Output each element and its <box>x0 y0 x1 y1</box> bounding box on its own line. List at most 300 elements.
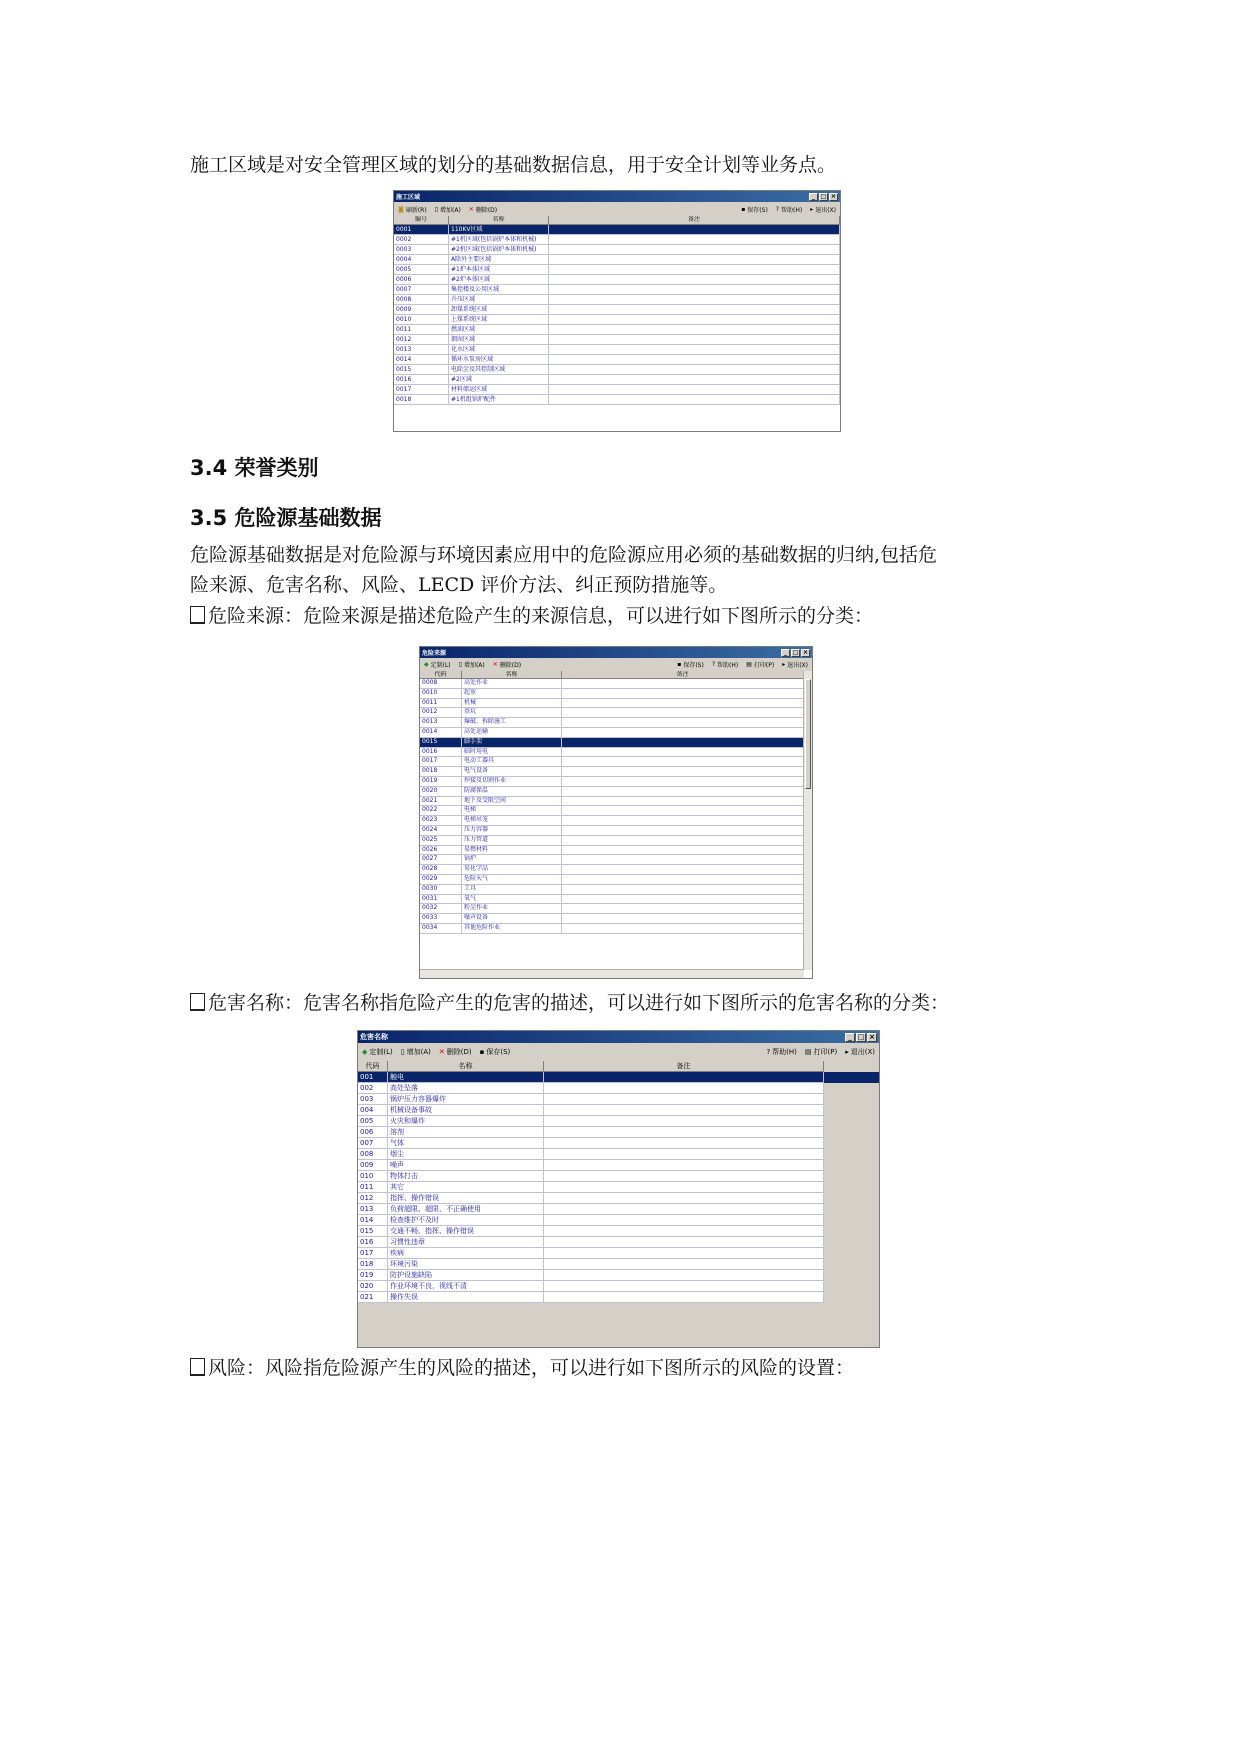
table-row[interactable] <box>420 708 804 718</box>
customize-button[interactable]: ◆ 定制(L) <box>362 1048 393 1056</box>
delete-button[interactable]: ✕ 删除(D) <box>468 205 498 214</box>
name-cell[interactable]: 高处作业 <box>462 679 562 688</box>
name-cell[interactable]: 升压区域 <box>449 295 549 304</box>
table-row[interactable] <box>420 885 804 895</box>
remark-cell[interactable] <box>562 806 804 815</box>
name-cell[interactable]: 化水区域 <box>449 345 549 354</box>
code-cell[interactable]: 0016 <box>420 748 462 757</box>
table-row[interactable] <box>420 787 804 797</box>
remark-cell[interactable] <box>544 1116 824 1126</box>
maximize-button[interactable]: □ <box>857 1033 865 1041</box>
remark-cell[interactable] <box>544 1281 824 1291</box>
name-cell[interactable]: 压力管道 <box>462 836 562 845</box>
minimize-button[interactable]: _ <box>781 649 790 657</box>
code-cell[interactable]: 0007 <box>394 285 449 294</box>
remark-cell[interactable] <box>562 689 804 698</box>
table-row[interactable] <box>358 1270 824 1281</box>
code-cell[interactable]: 0013 <box>394 345 449 354</box>
table-row[interactable] <box>420 699 804 709</box>
remark-cell[interactable] <box>549 225 840 234</box>
table-row[interactable] <box>358 1094 824 1105</box>
table-row[interactable] <box>394 325 840 335</box>
refresh-button[interactable]: ◙ 刷新(R) <box>398 205 427 214</box>
remark-cell[interactable] <box>549 235 840 244</box>
name-cell[interactable]: 电梯 <box>462 806 562 815</box>
remark-cell[interactable] <box>549 275 840 284</box>
save-button[interactable]: ▪ 保存(S) <box>677 661 704 669</box>
table-row[interactable] <box>394 225 840 235</box>
remark-cell[interactable] <box>544 1171 824 1181</box>
exit-button[interactable]: ▸ 退出(X) <box>845 1048 875 1056</box>
table-row[interactable] <box>420 855 804 865</box>
code-cell[interactable]: 0016 <box>394 375 449 384</box>
code-cell[interactable]: 0010 <box>394 315 449 324</box>
code-cell[interactable]: 0005 <box>394 265 449 274</box>
name-cell[interactable]: 噪声 <box>388 1160 544 1170</box>
name-cell[interactable]: 交通不畅，指挥、操作错误 <box>388 1226 544 1236</box>
name-cell[interactable]: 氧气 <box>462 895 562 904</box>
code-cell[interactable]: 002 <box>358 1083 388 1093</box>
remark-cell[interactable] <box>544 1149 824 1159</box>
table-row[interactable] <box>420 816 804 826</box>
table-row[interactable] <box>358 1083 824 1094</box>
name-cell[interactable]: 锅炉 <box>462 855 562 864</box>
name-cell[interactable]: 起重 <box>462 689 562 698</box>
code-cell[interactable]: 0002 <box>394 235 449 244</box>
column-header[interactable]: 名称 <box>388 1061 544 1071</box>
remark-cell[interactable] <box>544 1160 824 1170</box>
name-cell[interactable]: 电梯吊笼 <box>462 816 562 825</box>
name-cell[interactable]: #2区域 <box>449 375 549 384</box>
maximize-button[interactable]: □ <box>792 649 799 656</box>
code-cell[interactable]: 0009 <box>394 305 449 314</box>
name-cell[interactable]: 压力容器 <box>462 826 562 835</box>
code-cell[interactable]: 0023 <box>420 816 462 825</box>
table-row[interactable] <box>420 836 804 846</box>
remark-cell[interactable] <box>544 1270 824 1280</box>
table-row[interactable] <box>394 365 840 375</box>
column-header[interactable]: 代码 <box>358 1061 388 1071</box>
remark-cell[interactable] <box>562 738 804 747</box>
remark-cell[interactable] <box>562 924 804 933</box>
name-cell[interactable]: 其他危险作业 <box>462 924 562 933</box>
maximize-button[interactable]: □ <box>820 193 827 200</box>
table-row[interactable] <box>358 1237 824 1248</box>
help-button[interactable]: ? 帮助(H) <box>711 661 739 669</box>
code-cell[interactable]: 003 <box>358 1094 388 1104</box>
column-header[interactable]: 备注 <box>544 1061 824 1071</box>
code-cell[interactable]: 006 <box>358 1127 388 1137</box>
name-cell[interactable]: 习惯性违章 <box>388 1237 544 1247</box>
name-cell[interactable]: 脚手架 <box>462 738 562 747</box>
name-cell[interactable]: 气体 <box>388 1138 544 1148</box>
table-row[interactable] <box>358 1171 824 1182</box>
table-row[interactable] <box>420 748 804 758</box>
table-row[interactable] <box>420 777 804 787</box>
table-row[interactable] <box>420 797 804 807</box>
table-row[interactable] <box>420 728 804 738</box>
name-cell[interactable]: 操作失误 <box>388 1292 544 1302</box>
code-cell[interactable]: 0026 <box>420 846 462 855</box>
remark-cell[interactable] <box>544 1215 824 1225</box>
remark-cell[interactable] <box>549 315 840 324</box>
code-cell[interactable]: 0031 <box>420 895 462 904</box>
remark-cell[interactable] <box>549 325 840 334</box>
table-row[interactable] <box>394 345 840 355</box>
column-header[interactable]: 名称 <box>449 216 549 224</box>
table-row[interactable] <box>358 1138 824 1149</box>
remark-cell[interactable] <box>562 728 804 737</box>
remark-cell[interactable] <box>562 895 804 904</box>
table-row[interactable] <box>394 235 840 245</box>
code-cell[interactable]: 020 <box>358 1281 388 1291</box>
name-cell[interactable]: #1机组锅炉配件 <box>449 395 549 404</box>
code-cell[interactable]: 0008 <box>420 679 462 688</box>
remark-cell[interactable] <box>544 1248 824 1258</box>
table-row[interactable] <box>358 1182 824 1193</box>
code-cell[interactable]: 0014 <box>420 728 462 737</box>
save-button[interactable]: ▪ 保存(S) <box>741 205 768 214</box>
remark-cell[interactable] <box>544 1094 824 1104</box>
code-cell[interactable]: 005 <box>358 1116 388 1126</box>
table-row[interactable] <box>358 1248 824 1259</box>
table-row[interactable] <box>394 255 840 265</box>
name-cell[interactable]: 检查维护不及时 <box>388 1215 544 1225</box>
print-button[interactable]: ▤ 打印(P) <box>746 661 775 669</box>
table-row[interactable] <box>420 689 804 699</box>
code-cell[interactable]: 0001 <box>394 225 449 234</box>
table-row[interactable] <box>420 846 804 856</box>
name-cell[interactable]: 其它 <box>388 1182 544 1192</box>
name-cell[interactable]: 锅炉压力容器爆炸 <box>388 1094 544 1104</box>
name-cell[interactable]: 电气设备 <box>462 767 562 776</box>
remark-cell[interactable] <box>562 846 804 855</box>
delete-button[interactable]: ✕ 删除(D) <box>438 1048 472 1056</box>
code-cell[interactable]: 0008 <box>394 295 449 304</box>
table-row[interactable] <box>358 1127 824 1138</box>
code-cell[interactable]: 016 <box>358 1237 388 1247</box>
print-button[interactable]: ▤ 打印(P) <box>804 1048 838 1056</box>
horizontal-scrollbar[interactable] <box>420 969 804 978</box>
code-cell[interactable]: 0030 <box>420 885 462 894</box>
code-cell[interactable]: 0028 <box>420 865 462 874</box>
code-cell[interactable]: 0006 <box>394 275 449 284</box>
code-cell[interactable]: 009 <box>358 1160 388 1170</box>
minimize-button[interactable]: _ <box>845 1033 855 1042</box>
remark-cell[interactable] <box>544 1072 824 1082</box>
code-cell[interactable]: 0013 <box>420 718 462 727</box>
name-cell[interactable]: 爆破、拆除施工 <box>462 718 562 727</box>
help-button[interactable]: ? 帮助(H) <box>775 205 803 214</box>
table-row[interactable] <box>394 355 840 365</box>
help-button[interactable]: ? 帮助(H) <box>766 1048 797 1056</box>
remark-cell[interactable] <box>544 1292 824 1302</box>
table-row[interactable] <box>358 1160 824 1171</box>
table-row[interactable] <box>420 767 804 777</box>
name-cell[interactable]: 燃油区域 <box>449 325 549 334</box>
remark-cell[interactable] <box>562 836 804 845</box>
remark-cell[interactable] <box>544 1204 824 1214</box>
table-row[interactable] <box>358 1105 824 1116</box>
code-cell[interactable]: 0017 <box>394 385 449 394</box>
name-cell[interactable]: 危险天气 <box>462 875 562 884</box>
remark-cell[interactable] <box>562 708 804 717</box>
name-cell[interactable]: 触电 <box>388 1072 544 1082</box>
remark-cell[interactable] <box>544 1182 824 1192</box>
name-cell[interactable]: 基坑 <box>462 708 562 717</box>
column-header[interactable]: 备注 <box>549 216 840 224</box>
name-cell[interactable]: 溶剂 <box>388 1127 544 1137</box>
remark-cell[interactable] <box>562 767 804 776</box>
remark-cell[interactable] <box>549 255 840 264</box>
remark-cell[interactable] <box>562 748 804 757</box>
add-button[interactable]: ▯ 增加(A) <box>458 661 485 669</box>
code-cell[interactable]: 0014 <box>394 355 449 364</box>
code-cell[interactable]: 0018 <box>394 395 449 404</box>
table-row[interactable] <box>358 1292 824 1303</box>
table-row[interactable] <box>420 718 804 728</box>
remark-cell[interactable] <box>549 395 840 404</box>
code-cell[interactable]: 0010 <box>420 689 462 698</box>
name-cell[interactable]: 易燃材料 <box>462 846 562 855</box>
table-row[interactable] <box>358 1215 824 1226</box>
table-row[interactable] <box>394 395 840 405</box>
table-row[interactable] <box>394 335 840 345</box>
remark-cell[interactable] <box>549 365 840 374</box>
code-cell[interactable]: 0015 <box>420 738 462 747</box>
delete-button[interactable]: ✕ 删除(D) <box>492 661 522 669</box>
remark-cell[interactable] <box>562 787 804 796</box>
code-cell[interactable]: 001 <box>358 1072 388 1082</box>
name-cell[interactable]: 上煤系统区域 <box>449 315 549 324</box>
code-cell[interactable]: 0021 <box>420 797 462 806</box>
remark-cell[interactable] <box>544 1237 824 1247</box>
name-cell[interactable]: 高处运输 <box>462 728 562 737</box>
vertical-scrollbar[interactable] <box>803 671 812 970</box>
table-row[interactable] <box>358 1072 824 1083</box>
remark-cell[interactable] <box>562 797 804 806</box>
remark-cell[interactable] <box>549 345 840 354</box>
close-button[interactable]: × <box>867 1033 877 1042</box>
code-cell[interactable]: 0017 <box>420 757 462 766</box>
remark-cell[interactable] <box>562 718 804 727</box>
name-cell[interactable]: 烟尘 <box>388 1149 544 1159</box>
column-header[interactable]: 备注 <box>562 671 804 678</box>
remark-cell[interactable] <box>544 1127 824 1137</box>
table-row[interactable] <box>394 295 840 305</box>
name-cell[interactable]: 指挥、操作错误 <box>388 1193 544 1203</box>
table-row[interactable] <box>420 826 804 836</box>
table-row[interactable] <box>420 865 804 875</box>
name-cell[interactable]: 临时用电 <box>462 748 562 757</box>
code-cell[interactable]: 007 <box>358 1138 388 1148</box>
remark-cell[interactable] <box>549 375 840 384</box>
remark-cell[interactable] <box>562 875 804 884</box>
name-cell[interactable]: 机械 <box>462 699 562 708</box>
table-row[interactable] <box>358 1116 824 1127</box>
close-button[interactable]: × <box>830 193 837 200</box>
remark-cell[interactable] <box>549 305 840 314</box>
table-row[interactable] <box>420 806 804 816</box>
code-cell[interactable]: 0012 <box>394 335 449 344</box>
save-button[interactable]: ▪ 保存(S) <box>479 1048 511 1056</box>
table-row[interactable] <box>420 738 804 748</box>
code-cell[interactable]: 008 <box>358 1149 388 1159</box>
name-cell[interactable]: 110KV区域 <box>449 225 549 234</box>
name-cell[interactable]: 焊接及切割作业 <box>462 777 562 786</box>
add-button[interactable]: ▯ 增加(A) <box>400 1048 431 1056</box>
scrollbar-thumb[interactable] <box>805 679 811 789</box>
code-cell[interactable]: 0027 <box>420 855 462 864</box>
code-cell[interactable]: 0033 <box>420 914 462 923</box>
remark-cell[interactable] <box>549 335 840 344</box>
code-cell[interactable]: 014 <box>358 1215 388 1225</box>
name-cell[interactable]: A除外主要区域 <box>449 255 549 264</box>
name-cell[interactable]: 疾病 <box>388 1248 544 1258</box>
name-cell[interactable]: 卸煤系统区域 <box>449 305 549 314</box>
table-row[interactable] <box>420 875 804 885</box>
code-cell[interactable]: 0020 <box>420 787 462 796</box>
name-cell[interactable]: 集控楼及公用区域 <box>449 285 549 294</box>
code-cell[interactable]: 0012 <box>420 708 462 717</box>
remark-cell[interactable] <box>549 265 840 274</box>
table-row[interactable] <box>358 1193 824 1204</box>
remark-cell[interactable] <box>562 679 804 688</box>
remark-cell[interactable] <box>544 1138 824 1148</box>
code-cell[interactable]: 0011 <box>420 699 462 708</box>
name-cell[interactable]: 负荷超限、超限、不正确使用 <box>388 1204 544 1214</box>
code-cell[interactable]: 010 <box>358 1171 388 1181</box>
code-cell[interactable]: 012 <box>358 1193 388 1203</box>
remark-cell[interactable] <box>544 1226 824 1236</box>
column-header[interactable]: 编号 <box>394 216 449 224</box>
remark-cell[interactable] <box>544 1193 824 1203</box>
table-row[interactable] <box>420 757 804 767</box>
name-cell[interactable]: 物体打击 <box>388 1171 544 1181</box>
name-cell[interactable]: 火灾和爆炸 <box>388 1116 544 1126</box>
table-row[interactable] <box>420 924 804 934</box>
name-cell[interactable]: 环境污染 <box>388 1259 544 1269</box>
code-cell[interactable]: 0003 <box>394 245 449 254</box>
code-cell[interactable]: 015 <box>358 1226 388 1236</box>
remark-cell[interactable] <box>544 1259 824 1269</box>
code-cell[interactable]: 019 <box>358 1270 388 1280</box>
remark-cell[interactable] <box>549 285 840 294</box>
table-row[interactable] <box>394 315 840 325</box>
code-cell[interactable]: 0019 <box>420 777 462 786</box>
remark-cell[interactable] <box>544 1105 824 1115</box>
table-row[interactable] <box>420 914 804 924</box>
table-row[interactable] <box>394 375 840 385</box>
name-cell[interactable]: 防护设施缺陷 <box>388 1270 544 1280</box>
remark-cell[interactable] <box>562 885 804 894</box>
remark-cell[interactable] <box>562 777 804 786</box>
remark-cell[interactable] <box>549 355 840 364</box>
name-cell[interactable]: 机械设备事故 <box>388 1105 544 1115</box>
code-cell[interactable]: 0024 <box>420 826 462 835</box>
code-cell[interactable]: 0034 <box>420 924 462 933</box>
exit-button[interactable]: ▸ 退出(X) <box>810 205 836 214</box>
table-row[interactable] <box>358 1259 824 1270</box>
remark-cell[interactable] <box>562 757 804 766</box>
remark-cell[interactable] <box>562 914 804 923</box>
code-cell[interactable]: 0015 <box>394 365 449 374</box>
name-cell[interactable]: 高处坠落 <box>388 1083 544 1093</box>
code-cell[interactable]: 0025 <box>420 836 462 845</box>
code-cell[interactable]: 021 <box>358 1292 388 1302</box>
table-row[interactable] <box>394 275 840 285</box>
code-cell[interactable]: 013 <box>358 1204 388 1214</box>
name-cell[interactable]: #1炉本体区域 <box>449 265 549 274</box>
name-cell[interactable]: 烟囱区域 <box>449 335 549 344</box>
code-cell[interactable]: 0011 <box>394 325 449 334</box>
remark-cell[interactable] <box>544 1083 824 1093</box>
code-cell[interactable]: 0032 <box>420 904 462 913</box>
remark-cell[interactable] <box>549 385 840 394</box>
code-cell[interactable]: 018 <box>358 1259 388 1269</box>
minimize-button[interactable]: _ <box>809 193 818 201</box>
name-cell[interactable]: 作业环境不良，视线不清 <box>388 1281 544 1291</box>
name-cell[interactable]: 噪声设备 <box>462 914 562 923</box>
code-cell[interactable]: 0022 <box>420 806 462 815</box>
table-row[interactable] <box>420 895 804 905</box>
name-cell[interactable]: 材料储运区域 <box>449 385 549 394</box>
name-cell[interactable]: 地下及受限空间 <box>462 797 562 806</box>
table-row[interactable] <box>358 1281 824 1292</box>
table-row[interactable] <box>358 1149 824 1160</box>
name-cell[interactable]: #1机区域(包括锅炉本体和机械) <box>449 235 549 244</box>
customize-button[interactable]: ◆ 定制(L) <box>424 661 451 669</box>
column-header[interactable]: 代码 <box>420 671 462 678</box>
column-header[interactable]: 名称 <box>462 671 562 678</box>
name-cell[interactable]: #2炉本体区域 <box>449 275 549 284</box>
close-button[interactable]: × <box>802 649 809 656</box>
table-row[interactable] <box>358 1204 824 1215</box>
name-cell[interactable]: 粉尘作业 <box>462 904 562 913</box>
table-row[interactable] <box>420 904 804 914</box>
name-cell[interactable]: 防腐保温 <box>462 787 562 796</box>
remark-cell[interactable] <box>562 904 804 913</box>
code-cell[interactable]: 011 <box>358 1182 388 1192</box>
name-cell[interactable]: #2机区域(包括锅炉本体和机械) <box>449 245 549 254</box>
code-cell[interactable]: 0004 <box>394 255 449 264</box>
code-cell[interactable]: 0018 <box>420 767 462 776</box>
remark-cell[interactable] <box>562 855 804 864</box>
name-cell[interactable]: 工具 <box>462 885 562 894</box>
table-row[interactable] <box>394 285 840 295</box>
name-cell[interactable]: 电动工器具 <box>462 757 562 766</box>
name-cell[interactable]: 电除尘及其控制区域 <box>449 365 549 374</box>
name-cell[interactable]: 易化学品 <box>462 865 562 874</box>
remark-cell[interactable] <box>562 699 804 708</box>
table-row[interactable] <box>394 245 840 255</box>
table-row[interactable] <box>394 385 840 395</box>
exit-button[interactable]: ▸ 退出(X) <box>782 661 808 669</box>
remark-cell[interactable] <box>562 865 804 874</box>
code-cell[interactable]: 0029 <box>420 875 462 884</box>
remark-cell[interactable] <box>549 295 840 304</box>
table-row[interactable] <box>420 679 804 689</box>
name-cell[interactable]: 循环水泵房区域 <box>449 355 549 364</box>
add-button[interactable]: ▯ 增加(A) <box>434 205 461 214</box>
table-row[interactable] <box>358 1226 824 1237</box>
remark-cell[interactable] <box>549 245 840 254</box>
table-row[interactable] <box>394 305 840 315</box>
table-row[interactable] <box>394 265 840 275</box>
code-cell[interactable]: 017 <box>358 1248 388 1258</box>
code-cell[interactable]: 004 <box>358 1105 388 1115</box>
remark-cell[interactable] <box>562 826 804 835</box>
